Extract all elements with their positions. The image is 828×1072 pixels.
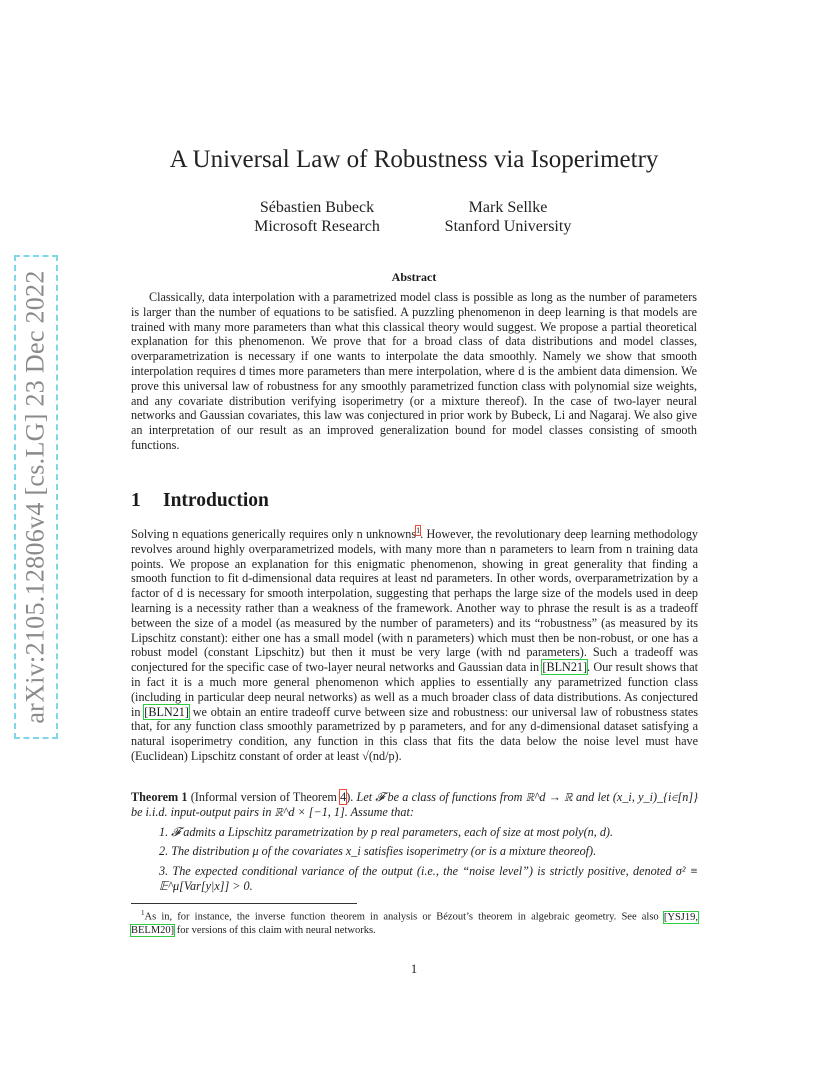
author-affiliation: Stanford University: [444, 218, 572, 235]
author-affiliation: Microsoft Research: [254, 218, 380, 235]
arxiv-id[interactable]: arXiv:2105.12806v4 [cs.LG] 23 Dec 2022: [21, 270, 50, 724]
author-name: Sébastien Bubeck: [259, 199, 375, 216]
section-title: Introduction: [163, 490, 269, 511]
theorem-desc: ).: [346, 790, 354, 804]
footnote-text: for versions of this claim with neural networks.: [174, 924, 376, 936]
abstract-heading: Abstract: [391, 270, 437, 284]
author-2: [398, 198, 618, 236]
theorem-ref-link[interactable]: 4: [340, 790, 347, 804]
citation-link[interactable]: [BLN21]: [144, 704, 189, 719]
theorem-desc: (Informal version of Theorem: [190, 790, 341, 804]
assumption-item: 3. The expected conditional variance of the output (i.e., the “noise level”) is strictly positive, denoted σ² ≡ 𝔼^μ[Var[y|x]] > 0.: [159, 864, 698, 893]
assumption-item: 1. 𝓕 admits a Lipschitz parametrization by p real parameters, each of size at most poly(n, d).: [159, 824, 614, 839]
footnote-link[interactable]: 1: [416, 526, 421, 535]
footnote: [131, 907, 698, 937]
footnote-mark: 1: [141, 909, 145, 917]
theorem-head: Theorem 1: [131, 790, 188, 804]
paper-title: A Universal Law of Robustness via Isoperimetry: [169, 146, 659, 173]
theorem-statement: Let 𝓕 be a class of functions from ℝ^d → ℝ and let (x_i, y_i)_{i∈[n]} be i.i.d. input-output pairs in ℝ^d × [−1, 1]. Assume that:: [131, 790, 699, 819]
arxiv-stamp[interactable]: [14, 255, 58, 739]
section-heading: [131, 490, 269, 512]
section-number: 1: [131, 490, 141, 511]
theorem-assumptions: [131, 825, 698, 894]
page-number: 1: [410, 962, 418, 976]
theorem-block: [131, 790, 698, 899]
intro-text: . However, the revolutionary deep learning methodology revolves around highly overparametrized models, with many more than n parameters to learn from n training data points. We propose an explanation for this enigmatic phenomenon, showing in great generality that finding a smooth function to fit d-dimensional data requires at least nd parameters. In other words, overparametrization by a factor of d is necessary for smooth interpolation, suggesting that perhaps the large size of the models used in deep learning is a necessity rather than a weakness of the framework. Another way to phrase the result is as a tradeoff between the size of a model (as measured by the number of parameters) and its “robustness” (as measured by its Lipschitz constant): either one has a small model (with n parameters) which must then be non-robust, or one has a robust model (constant Lipschitz) but then it must be very large (with nd parameters). Such a tradeoff was conjectured for the specific case of two-layer neural networks and Gaussian data in: [131, 527, 699, 675]
assumption-item: 2. The distribution μ of the covariates x_i satisfies isoperimetry (or is a mixture theoreof).: [159, 844, 597, 859]
intro-text: Solving n equations generically requires only n unknowns: [131, 527, 417, 542]
intro-paragraph: [131, 524, 698, 764]
author-name: Mark Sellke: [468, 199, 548, 216]
footnote-rule: [131, 903, 357, 904]
abstract-text: Classically, data interpolation with a parametrized model class is possible as long as the number of parameters is larger than the number of equations to be satisfied. A puzzling phenomenon in deep learning is that models are trained with many more parameters than what this classical theory would suggest. We propose a partial theoretical explanation for this phenomenon. We prove that for a broad class of data distributions and model classes, overparametrization is necessary if one wants to interpolate the data smoothly. Namely we show that smooth interpolation requires d times more parameters than mere interpolation, where d is the ambient data dimension. We prove this universal law of robustness for any smoothly parametrized function class with polynomial size weights, and any covariate distribution verifying isoperimetry (or a mixture thereof). In the case of two-layer neural networks and Gaussian covariates, this law was conjectured in prior work by Bubeck, Li and Nagaraj. We also give an interpretation of our result as an improved generalization bound for model classes consisting of smooth functions.: [131, 290, 697, 452]
author-1: [207, 198, 427, 236]
citation-link[interactable]: [YSJ19,: [663, 911, 698, 923]
citation-link[interactable]: [BLN21]: [542, 660, 588, 675]
intro-text: . Our result shows that in fact it is a much more general phenomenon which applies to essentially any parametrized function class (including in particular deep neural networks) as well as a much broader class of data distributions. As conjectured in: [131, 660, 698, 719]
intro-text: we obtain an entire tradeoff curve between size and robustness: our universal law of robustness states that, for any function class smoothly parametrized by p parameters, and for any d-dimensional dataset satisfying a natural isoperimetry condition, any function in this class that fits the data below the noise level must have (Euclidean) Lipschitz constant of order at least √(nd/p).: [131, 704, 698, 764]
citation-link[interactable]: BELM20]: [131, 924, 175, 936]
footnote-text: As in, for instance, the inverse function theorem in analysis or Bézout’s theorem in algebraic geometry. See also: [144, 911, 664, 923]
